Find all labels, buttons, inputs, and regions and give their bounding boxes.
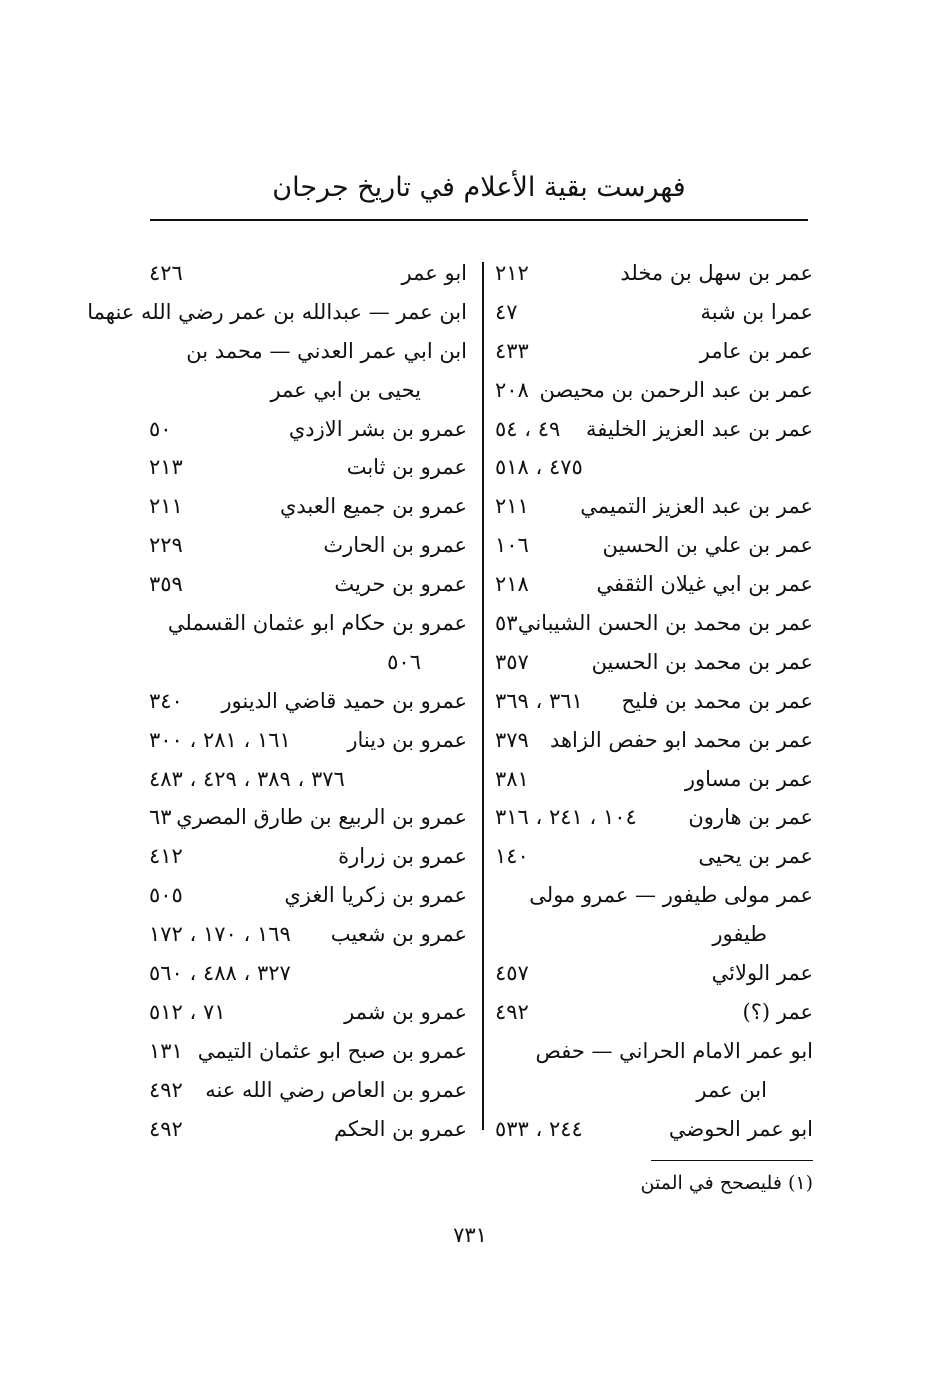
index-entry — [147, 915, 467, 954]
entry-pages: ٣٧٩ — [495, 727, 529, 752]
entry-name: عمر بن عبد العزيز التميمي — [580, 494, 813, 519]
entry-name: عمرو بن الحكم — [334, 1116, 467, 1141]
entry-name: عمرو بن حميد قاضي الدينور — [221, 688, 467, 713]
entry-pages: ٢٢٩ — [149, 533, 183, 558]
entry-pages: ٤٢٦ — [149, 261, 183, 285]
entry-name: عمر بن علي بن الحسين — [602, 533, 813, 558]
entry-name: عمر بن عبد العزيز الخليفة — [585, 416, 813, 441]
index-entry — [493, 604, 813, 643]
entry-pages: ٤٩ ، ٥٤ — [495, 416, 561, 441]
entry-name: عمر بن مساور — [684, 766, 813, 791]
entry-name: عمرو بن الحارث — [323, 533, 467, 558]
index-entry — [147, 565, 467, 604]
index-entry — [147, 876, 467, 915]
entry-pages: ٣٥٩ — [149, 572, 183, 597]
index-entry — [147, 837, 467, 876]
index-entry — [147, 448, 467, 487]
entry-name: ابو عمر الحوضي — [668, 1116, 813, 1141]
index-entry — [147, 760, 467, 799]
entry-pages: ٢٠٨ — [495, 377, 529, 402]
entry-pages: ٣٢٧ ، ٤٨٨ ، ٥٦٠ — [149, 961, 291, 986]
entry-name: عمرو بن دينار — [347, 727, 467, 752]
index-entry — [493, 293, 813, 332]
index-entry — [493, 798, 813, 837]
entry-pages: ٥٣ — [495, 611, 518, 636]
entry-name: عمر (؟) — [742, 999, 813, 1024]
title-rule — [150, 219, 808, 221]
index-entry — [493, 1032, 813, 1071]
entry-name: عمر بن محمد بن الحسن الشيباني — [517, 611, 813, 636]
entry-name: عمر بن محمد بن الحسين — [591, 649, 813, 674]
entry-pages: ٥٠ — [149, 416, 172, 441]
entry-pages: ٧١ ، ٥١٢ — [149, 999, 226, 1024]
entry-pages: ٤٧٥ ، ٥١٨ — [495, 455, 583, 480]
index-entry — [493, 1071, 813, 1110]
entry-pages: ٤٣٣ — [495, 338, 529, 363]
index-entry — [147, 954, 467, 993]
index-entry — [147, 371, 467, 410]
index-entry — [493, 371, 813, 410]
index-entry — [493, 565, 813, 604]
index-entry — [493, 876, 813, 915]
entry-name: عمرو بن شمر — [344, 999, 467, 1024]
entry-pages: ١٦٩ ، ١٧٠ ، ١٧٢ — [149, 922, 291, 947]
entry-name: عمرو بن جميع العبدي — [279, 494, 467, 519]
entry-name: عمرو بن ثابت — [346, 455, 467, 480]
entry-pages: ٣٧٦ ، ٣٨٩ ، ٤٢٩ ، ٤٨٣ — [149, 766, 345, 791]
entry-pages: ١٤٠ — [495, 844, 529, 869]
entry-pages: ٣٤٠ — [149, 688, 183, 713]
index-entry — [147, 682, 467, 721]
index-entry — [493, 332, 813, 371]
entry-name: عمر مولى طيفور — عمرو مولى — [529, 883, 813, 908]
index-entry — [493, 682, 813, 721]
index-entry — [147, 1071, 467, 1110]
index-entry — [493, 1110, 813, 1149]
index-entry — [147, 410, 467, 449]
entry-name: ابن عمر — [696, 1077, 767, 1102]
index-entry — [147, 993, 467, 1032]
entry-pages: ١٣١ — [149, 1038, 183, 1063]
index-entry — [493, 643, 813, 682]
entry-name: عمر بن محمد بن فليح — [621, 688, 813, 713]
entry-name: عمرو بن حريث — [334, 572, 467, 597]
entry-pages: ٤١٢ — [149, 844, 183, 869]
entry-name: ابو عمر — [401, 261, 467, 285]
right-index-column — [493, 254, 813, 1148]
entry-pages: ٣٦١ ، ٣٦٩ — [495, 688, 583, 713]
entry-pages: ٤٥٧ — [495, 961, 529, 986]
entry-pages: ٦٣ — [149, 805, 172, 830]
entry-name: عمر بن سهل بن مخلد — [620, 261, 813, 285]
index-entry — [493, 954, 813, 993]
entry-pages: ٤٧ — [495, 299, 518, 324]
index-entry — [147, 643, 467, 682]
entry-pages: ٢١٢ — [495, 261, 529, 285]
entry-pages: ٢٤٤ ، ٥٣٣ — [495, 1116, 583, 1141]
entry-name: عمر بن محمد ابو حفص الزاهد — [549, 727, 813, 752]
column-divider — [482, 262, 484, 1130]
entry-pages: ٢١١ — [149, 494, 183, 519]
page-title: فهرست بقية الأعلام في تاريخ جرجان — [272, 172, 686, 203]
index-entry — [493, 410, 813, 449]
entry-pages: ٤٩٢ — [149, 1077, 183, 1102]
entry-name: ابو عمر الامام الحراني — حفص — [535, 1038, 813, 1063]
entry-name: عمرا بن شبة — [700, 299, 813, 324]
entry-pages: ١٦١ ، ٢٨١ ، ٣٠٠ — [149, 727, 291, 752]
entry-name: عمر الولائي — [711, 961, 813, 986]
entry-pages: ٢١١ — [495, 494, 529, 519]
index-entry — [147, 254, 467, 293]
entry-name: عمر بن ابي غيلان الثقفي — [596, 572, 813, 597]
index-entry — [147, 798, 467, 837]
footnote-rule — [651, 1160, 813, 1161]
index-entry — [147, 604, 467, 643]
entry-pages: ٥٠٦ — [387, 649, 421, 674]
index-entry — [493, 721, 813, 760]
entry-pages: ٤٩٢ — [495, 999, 529, 1024]
entry-name: ابن عمر — عبدالله بن عمر رضي الله عنهما — [87, 299, 467, 324]
entry-name: عمر بن عبد الرحمن بن محيصن — [539, 377, 813, 402]
entry-name: يحيى بن ابي عمر — [270, 377, 421, 402]
index-entry — [493, 448, 813, 487]
entry-name: عمر بن يحيى — [698, 844, 813, 869]
index-entry — [147, 1032, 467, 1071]
entry-pages: ٢١٣ — [149, 455, 183, 480]
index-entry — [493, 760, 813, 799]
entry-name: عمرو بن زرارة — [338, 844, 467, 869]
index-entry — [147, 526, 467, 565]
entry-name: عمرو بن بشر الازدي — [288, 416, 467, 441]
index-entry — [493, 526, 813, 565]
entry-pages: ٢١٨ — [495, 572, 529, 597]
entry-name: طيفور — [712, 922, 767, 947]
entry-pages: ٤٩٢ — [149, 1116, 183, 1141]
index-entry — [493, 915, 813, 954]
index-entry — [493, 487, 813, 526]
entry-name: عمرو بن زكريا الغزي — [284, 883, 467, 908]
index-entry — [87, 293, 467, 332]
entry-name: عمرو بن شعيب — [330, 922, 467, 947]
index-entry — [147, 487, 467, 526]
index-entry — [493, 837, 813, 876]
page-number: ٧٣١ — [453, 1223, 487, 1247]
left-index-column — [87, 254, 467, 1148]
entry-name: ابن ابي عمر العدني — محمد بن — [186, 338, 467, 363]
index-entry — [493, 254, 813, 293]
index-entry — [147, 332, 467, 371]
entry-name: عمرو بن العاص رضي الله عنه — [205, 1077, 467, 1102]
entry-name: عمرو بن الربيع بن طارق المصري — [176, 805, 467, 830]
entry-pages: ٣٨١ — [495, 766, 529, 791]
index-entry — [147, 721, 467, 760]
entry-pages: ٣٥٧ — [495, 649, 529, 674]
index-entry — [493, 993, 813, 1032]
entry-pages: ١٠٦ — [495, 533, 529, 558]
index-entry — [147, 1110, 467, 1149]
entry-name: عمرو بن صبح ابو عثمان التيمي — [197, 1038, 467, 1063]
entry-name: عمر بن هارون — [688, 805, 813, 830]
entry-name: عمرو بن حكام ابو عثمان القسملي — [167, 611, 467, 636]
entry-pages: ٥٠٥ — [149, 883, 183, 908]
footnote: (١) فليصحح في المتن — [640, 1172, 813, 1194]
entry-pages: ١٠٤ ، ٢٤١ ، ٣١٦ — [495, 805, 637, 830]
entry-name: عمر بن عامر — [699, 338, 813, 363]
